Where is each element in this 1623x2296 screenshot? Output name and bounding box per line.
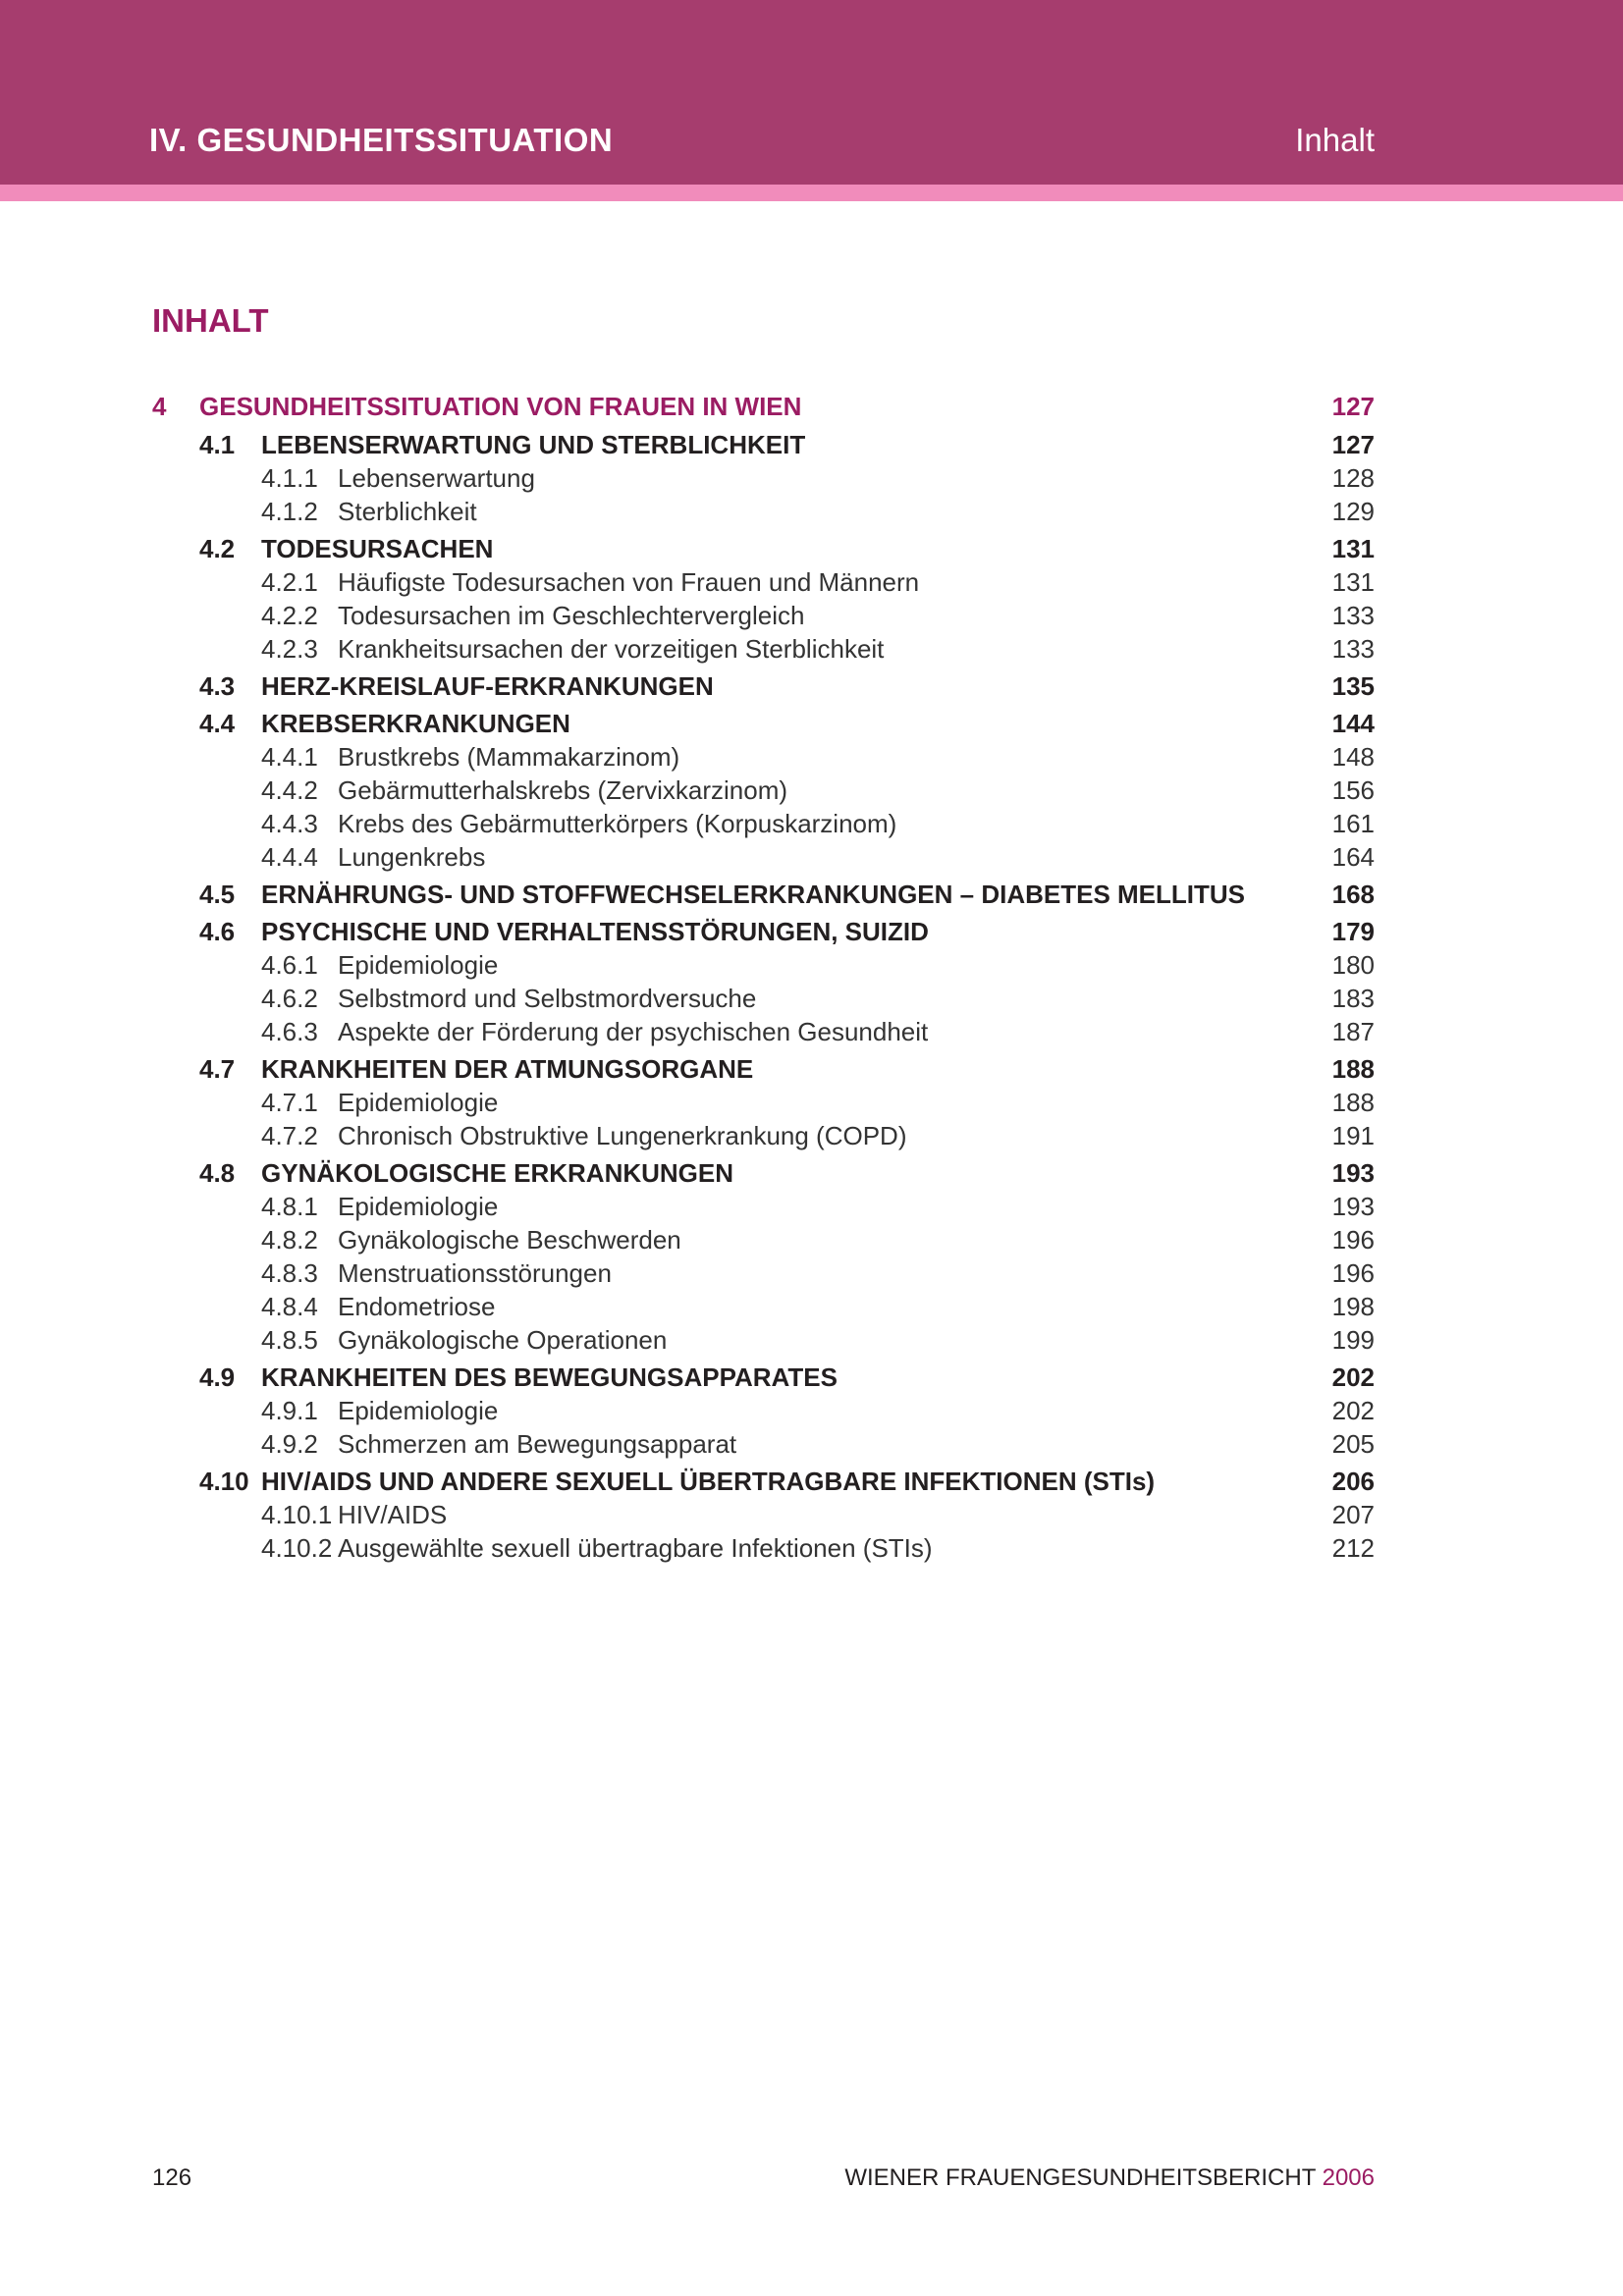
toc-entry-sub[interactable] [152, 1531, 1375, 1565]
toc-entry-title: HIV/AIDS [338, 1500, 448, 1529]
toc-entry-title: ERNÄHRUNGS- UND STOFFWECHSELERKRANKUNGEN – DIABETES MELLITUS [261, 880, 1245, 909]
toc-entry-title: Epidemiologie [338, 1192, 499, 1221]
toc-entry-title: Ausgewählte sexuell übertragbare Infektionen (STIs) [338, 1533, 933, 1563]
toc-entry-sub[interactable] [152, 1290, 1375, 1323]
toc-entry-section[interactable] [152, 428, 1375, 461]
toc-entry-title: KREBSERKRANKUNGEN [261, 709, 570, 738]
toc-entry-page: 196 [1331, 1258, 1375, 1288]
toc-entry-number: 4.2.3 [261, 634, 318, 664]
toc-entry-page: 193 [1331, 1192, 1375, 1221]
toc-entry-number: 4.4.3 [261, 809, 318, 838]
toc-entry-number: 4.3 [199, 671, 236, 701]
toc-entry-title: KRANKHEITEN DER ATMUNGSORGANE [261, 1054, 754, 1084]
toc-entry-sub[interactable] [152, 1323, 1375, 1357]
toc-entry-sub[interactable] [152, 1086, 1375, 1119]
toc-entry-number: 4.7.1 [261, 1088, 318, 1117]
toc-entry-number: 4.9.1 [261, 1396, 318, 1425]
toc-entry-number: 4.1 [199, 430, 236, 459]
toc-entry-sub[interactable] [152, 632, 1375, 666]
toc-entry-title: KRANKHEITEN DES BEWEGUNGSAPPARATES [261, 1362, 838, 1392]
toc-entry-page: 198 [1331, 1292, 1375, 1321]
toc-entry-sub[interactable] [152, 1394, 1375, 1427]
toc-entry-section[interactable] [152, 669, 1375, 703]
toc-entry-section[interactable] [152, 1052, 1375, 1086]
toc-entry-title: Gebärmutterhalskrebs (Zervixkarzinom) [338, 775, 788, 805]
toc-entry-page: 127 [1331, 392, 1375, 421]
toc-entry-page: 191 [1331, 1121, 1375, 1150]
toc-entry-number: 4.4.4 [261, 842, 318, 872]
toc-entry-sub[interactable] [152, 982, 1375, 1015]
toc-entry-number: 4.1.2 [261, 497, 318, 526]
toc-entry-number: 4.6 [199, 917, 236, 946]
toc-entry-sub[interactable] [152, 565, 1375, 599]
toc-entry-title: Schmerzen am Bewegungsapparat [338, 1429, 737, 1459]
toc-entry-page: 180 [1331, 950, 1375, 980]
toc-entry-page: 202 [1331, 1396, 1375, 1425]
footer-report-title [844, 2164, 1375, 2192]
footer-year: 2006 [1322, 2164, 1375, 2191]
toc-entry-number: 4.6.1 [261, 950, 318, 980]
toc-entry-title: Häufigste Todesursachen von Frauen und Männern [338, 567, 920, 597]
toc-entry-page: 127 [1331, 430, 1375, 459]
toc-entry-section[interactable] [152, 878, 1375, 911]
toc-entry-number: 4.2.2 [261, 601, 318, 630]
toc-entry-number: 4.2 [199, 534, 236, 563]
toc-entry-page: 131 [1331, 567, 1375, 597]
toc-entry-title: Epidemiologie [338, 950, 499, 980]
header-stripe [0, 185, 1623, 201]
toc-entry-title: LEBENSERWARTUNG UND STERBLICHKEIT [261, 430, 806, 459]
toc-entry-title: HIV/AIDS UND ANDERE SEXUELL ÜBERTRAGBARE INFEKTIONEN (STIs) [261, 1467, 1156, 1496]
toc-entry-title: Krankheitsursachen der vorzeitigen Sterblichkeit [338, 634, 885, 664]
toc-entry-page: 205 [1331, 1429, 1375, 1459]
toc-entry-sub[interactable] [152, 1223, 1375, 1256]
toc-entry-sub[interactable] [152, 774, 1375, 807]
toc-entry-sub[interactable] [152, 1119, 1375, 1152]
toc-entry-page: 148 [1331, 742, 1375, 772]
toc-entry-number: 4.1.1 [261, 463, 318, 493]
toc-entry-title: Aspekte der Förderung der psychischen Gesundheit [338, 1017, 929, 1046]
toc-entry-number: 4.8.2 [261, 1225, 318, 1255]
table-of-contents [152, 389, 1375, 1565]
toc-entry-page: 156 [1331, 775, 1375, 805]
toc-entry-title: GYNÄKOLOGISCHE ERKRANKUNGEN [261, 1158, 734, 1188]
header-section-title: IV. GESUNDHEITSSITUATION [149, 122, 614, 158]
toc-entry-page: 196 [1331, 1225, 1375, 1255]
toc-entry-sub[interactable] [152, 1498, 1375, 1531]
toc-entry-page: 193 [1331, 1158, 1375, 1188]
toc-entry-section[interactable] [152, 1361, 1375, 1394]
toc-entry-page: 144 [1331, 709, 1375, 738]
toc-entry-title: Epidemiologie [338, 1396, 499, 1425]
toc-entry-number: 4.7 [199, 1054, 236, 1084]
page-title: INHALT [152, 302, 269, 339]
toc-entry-number: 4.8.3 [261, 1258, 318, 1288]
toc-entry-sub[interactable] [152, 599, 1375, 632]
toc-entry-title: PSYCHISCHE UND VERHALTENSSTÖRUNGEN, SUIZID [261, 917, 929, 946]
toc-entry-number: 4 [152, 392, 167, 421]
toc-entry-sub[interactable] [152, 1015, 1375, 1048]
toc-entry-title: Selbstmord und Selbstmordversuche [338, 984, 757, 1013]
toc-entry-number: 4.4.2 [261, 775, 318, 805]
toc-entry-title: Krebs des Gebärmutterkörpers (Korpuskarzinom) [338, 809, 897, 838]
toc-entry-number: 4.8.1 [261, 1192, 318, 1221]
toc-entry-page: 206 [1331, 1467, 1375, 1496]
toc-entry-number: 4.5 [199, 880, 236, 909]
toc-entry-title: Sterblichkeit [338, 497, 477, 526]
toc-entry-title: TODESURSACHEN [261, 534, 494, 563]
toc-entry-sub[interactable] [152, 807, 1375, 840]
toc-entry-number: 4.10 [199, 1467, 249, 1496]
toc-entry-number: 4.7.2 [261, 1121, 318, 1150]
toc-entry-page: 128 [1331, 463, 1375, 493]
toc-entry-page: 199 [1331, 1325, 1375, 1355]
toc-entry-sub[interactable] [152, 495, 1375, 528]
toc-entry-number: 4.8.5 [261, 1325, 318, 1355]
toc-entry-page: 164 [1331, 842, 1375, 872]
toc-entry-section[interactable] [152, 915, 1375, 948]
toc-entry-title: Gynäkologische Operationen [338, 1325, 668, 1355]
toc-entry-title: Todesursachen im Geschlechtervergleich [338, 601, 805, 630]
footer-page-number: 126 [152, 2164, 192, 2191]
toc-entry-sub[interactable] [152, 840, 1375, 874]
toc-entry-chapter[interactable] [152, 389, 1375, 424]
toc-entry-page: 131 [1331, 534, 1375, 563]
toc-entry-number: 4.6.3 [261, 1017, 318, 1046]
toc-entry-number: 4.4.1 [261, 742, 318, 772]
toc-entry-page: 129 [1331, 497, 1375, 526]
toc-entry-number: 4.8 [199, 1158, 236, 1188]
toc-entry-page: 188 [1331, 1054, 1375, 1084]
toc-entry-title: Chronisch Obstruktive Lungenerkrankung (COPD) [338, 1121, 907, 1150]
toc-entry-title: Brustkrebs (Mammakarzinom) [338, 742, 680, 772]
toc-entry-title: HERZ-KREISLAUF-ERKRANKUNGEN [261, 671, 714, 701]
toc-entry-title: Endometriose [338, 1292, 496, 1321]
footer-report-name: WIENER FRAUENGESUNDHEITSBERICHT [844, 2164, 1316, 2191]
toc-entry-page: 168 [1331, 880, 1375, 909]
toc-entry-section[interactable] [152, 1465, 1375, 1498]
toc-entry-title: Gynäkologische Beschwerden [338, 1225, 681, 1255]
toc-entry-number: 4.10.2 [261, 1533, 333, 1563]
toc-entry-section[interactable] [152, 1156, 1375, 1190]
toc-entry-section[interactable] [152, 532, 1375, 565]
toc-entry-number: 4.6.2 [261, 984, 318, 1013]
toc-entry-sub[interactable] [152, 461, 1375, 495]
toc-entry-number: 4.9.2 [261, 1429, 318, 1459]
header-label: Inhalt [1295, 122, 1375, 158]
toc-entry-page: 212 [1331, 1533, 1375, 1563]
toc-entry-page: 133 [1331, 634, 1375, 664]
toc-entry-number: 4.9 [199, 1362, 236, 1392]
toc-entry-sub[interactable] [152, 740, 1375, 774]
toc-entry-page: 161 [1331, 809, 1375, 838]
toc-entry-page: 207 [1331, 1500, 1375, 1529]
toc-entry-page: 188 [1331, 1088, 1375, 1117]
toc-entry-page: 187 [1331, 1017, 1375, 1046]
toc-entry-title: Lungenkrebs [338, 842, 486, 872]
toc-entry-title: GESUNDHEITSSITUATION VON FRAUEN IN WIEN [199, 392, 802, 421]
toc-entry-sub[interactable] [152, 1256, 1375, 1290]
toc-entry-page: 202 [1331, 1362, 1375, 1392]
toc-entry-title: Menstruationsstörungen [338, 1258, 612, 1288]
toc-entry-page: 179 [1331, 917, 1375, 946]
toc-entry-title: Epidemiologie [338, 1088, 499, 1117]
toc-entry-page: 135 [1331, 671, 1375, 701]
toc-entry-page: 183 [1331, 984, 1375, 1013]
toc-entry-sub[interactable] [152, 1427, 1375, 1461]
toc-entry-sub[interactable] [152, 948, 1375, 982]
toc-entry-page: 133 [1331, 601, 1375, 630]
toc-entry-number: 4.10.1 [261, 1500, 333, 1529]
toc-entry-number: 4.4 [199, 709, 236, 738]
toc-entry-title: Lebenserwartung [338, 463, 535, 493]
toc-entry-sub[interactable] [152, 1190, 1375, 1223]
toc-entry-number: 4.2.1 [261, 567, 318, 597]
toc-entry-section[interactable] [152, 707, 1375, 740]
toc-entry-number: 4.8.4 [261, 1292, 318, 1321]
